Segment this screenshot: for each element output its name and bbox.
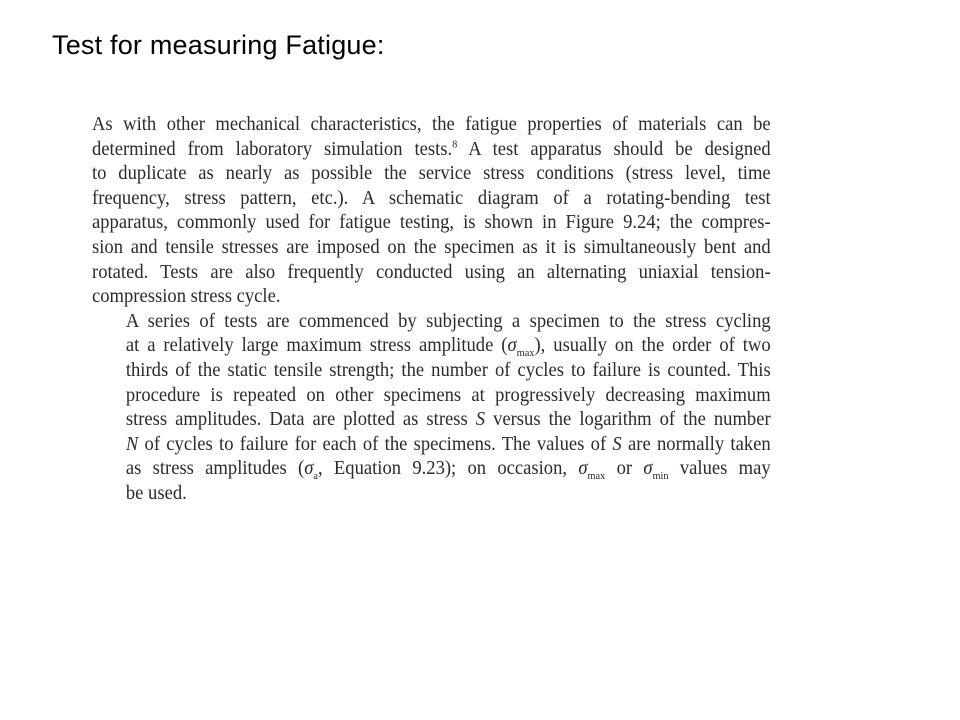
text-line: as stress amplitudes ($\sigma_a$, Equation 9.23); on occasion, $\sigma_{max}$ or $\sigma_{min}$ values may: [125, 457, 771, 483]
text-line: sion and tensile stresses are imposed on the specimen as it is simultaneously bent and: [92, 235, 771, 258]
textbook-excerpt: [92, 112, 771, 506]
sigma-symbol: σ: [578, 457, 588, 480]
subscript-max: max: [516, 347, 535, 360]
paragraph-2: [92, 309, 771, 506]
symbol-s: S: [612, 432, 622, 455]
text-line: compression stress cycle.: [92, 285, 281, 308]
text-line: at a relatively large maximum stress amplitude $(\sigma_{max})$, usually on the order of two: [125, 334, 771, 360]
subscript-a: a: [313, 470, 319, 483]
text-line: apparatus, commonly used for fatigue testing, is shown in Figure 9.24; the compres-: [92, 211, 771, 234]
text-line: A series of tests are commenced by subjecting a specimen to the stress cycling: [125, 309, 771, 332]
text-line: stress amplitudes. Data are plotted as stress S versus the logarithm of the number: [125, 408, 771, 431]
text-line: procedure is repeated on other specimens at progressively decreasing maximum: [125, 383, 771, 406]
text-line: determined from laboratory simulation tests.$^8$ A test apparatus should be designed: [92, 137, 771, 160]
text-line: be used.: [125, 481, 187, 504]
text-line: As with other mechanical characteristics, the fatigue properties of materials can be: [92, 113, 771, 135]
footnote-marker: 8: [452, 138, 458, 150]
sigma-symbol: σ: [643, 457, 653, 480]
text-line: to duplicate as nearly as possible the service stress conditions (stress level, time: [92, 162, 771, 185]
sigma-symbol: σ: [507, 334, 517, 357]
subscript-max: max: [587, 470, 606, 483]
text-line: frequency, stress pattern, etc.). A schematic diagram of a rotating-bending test: [92, 186, 771, 209]
sigma-symbol: σ: [304, 457, 314, 480]
symbol-s: S: [475, 408, 486, 431]
subscript-min: min: [652, 470, 669, 483]
text-line: thirds of the static tensile strength; the number of cycles to failure is counted. This: [125, 358, 771, 381]
text-line: N of cycles to failure for each of the specimens. The values of S are normally taken: [125, 432, 771, 455]
text-line: rotated. Tests are also frequently conducted using an alternating uniaxial tension-: [92, 260, 771, 283]
slide-title: Test for measuring Fatigue:: [52, 30, 385, 60]
symbol-n: N: [125, 432, 139, 455]
paragraph-1: [92, 112, 771, 309]
